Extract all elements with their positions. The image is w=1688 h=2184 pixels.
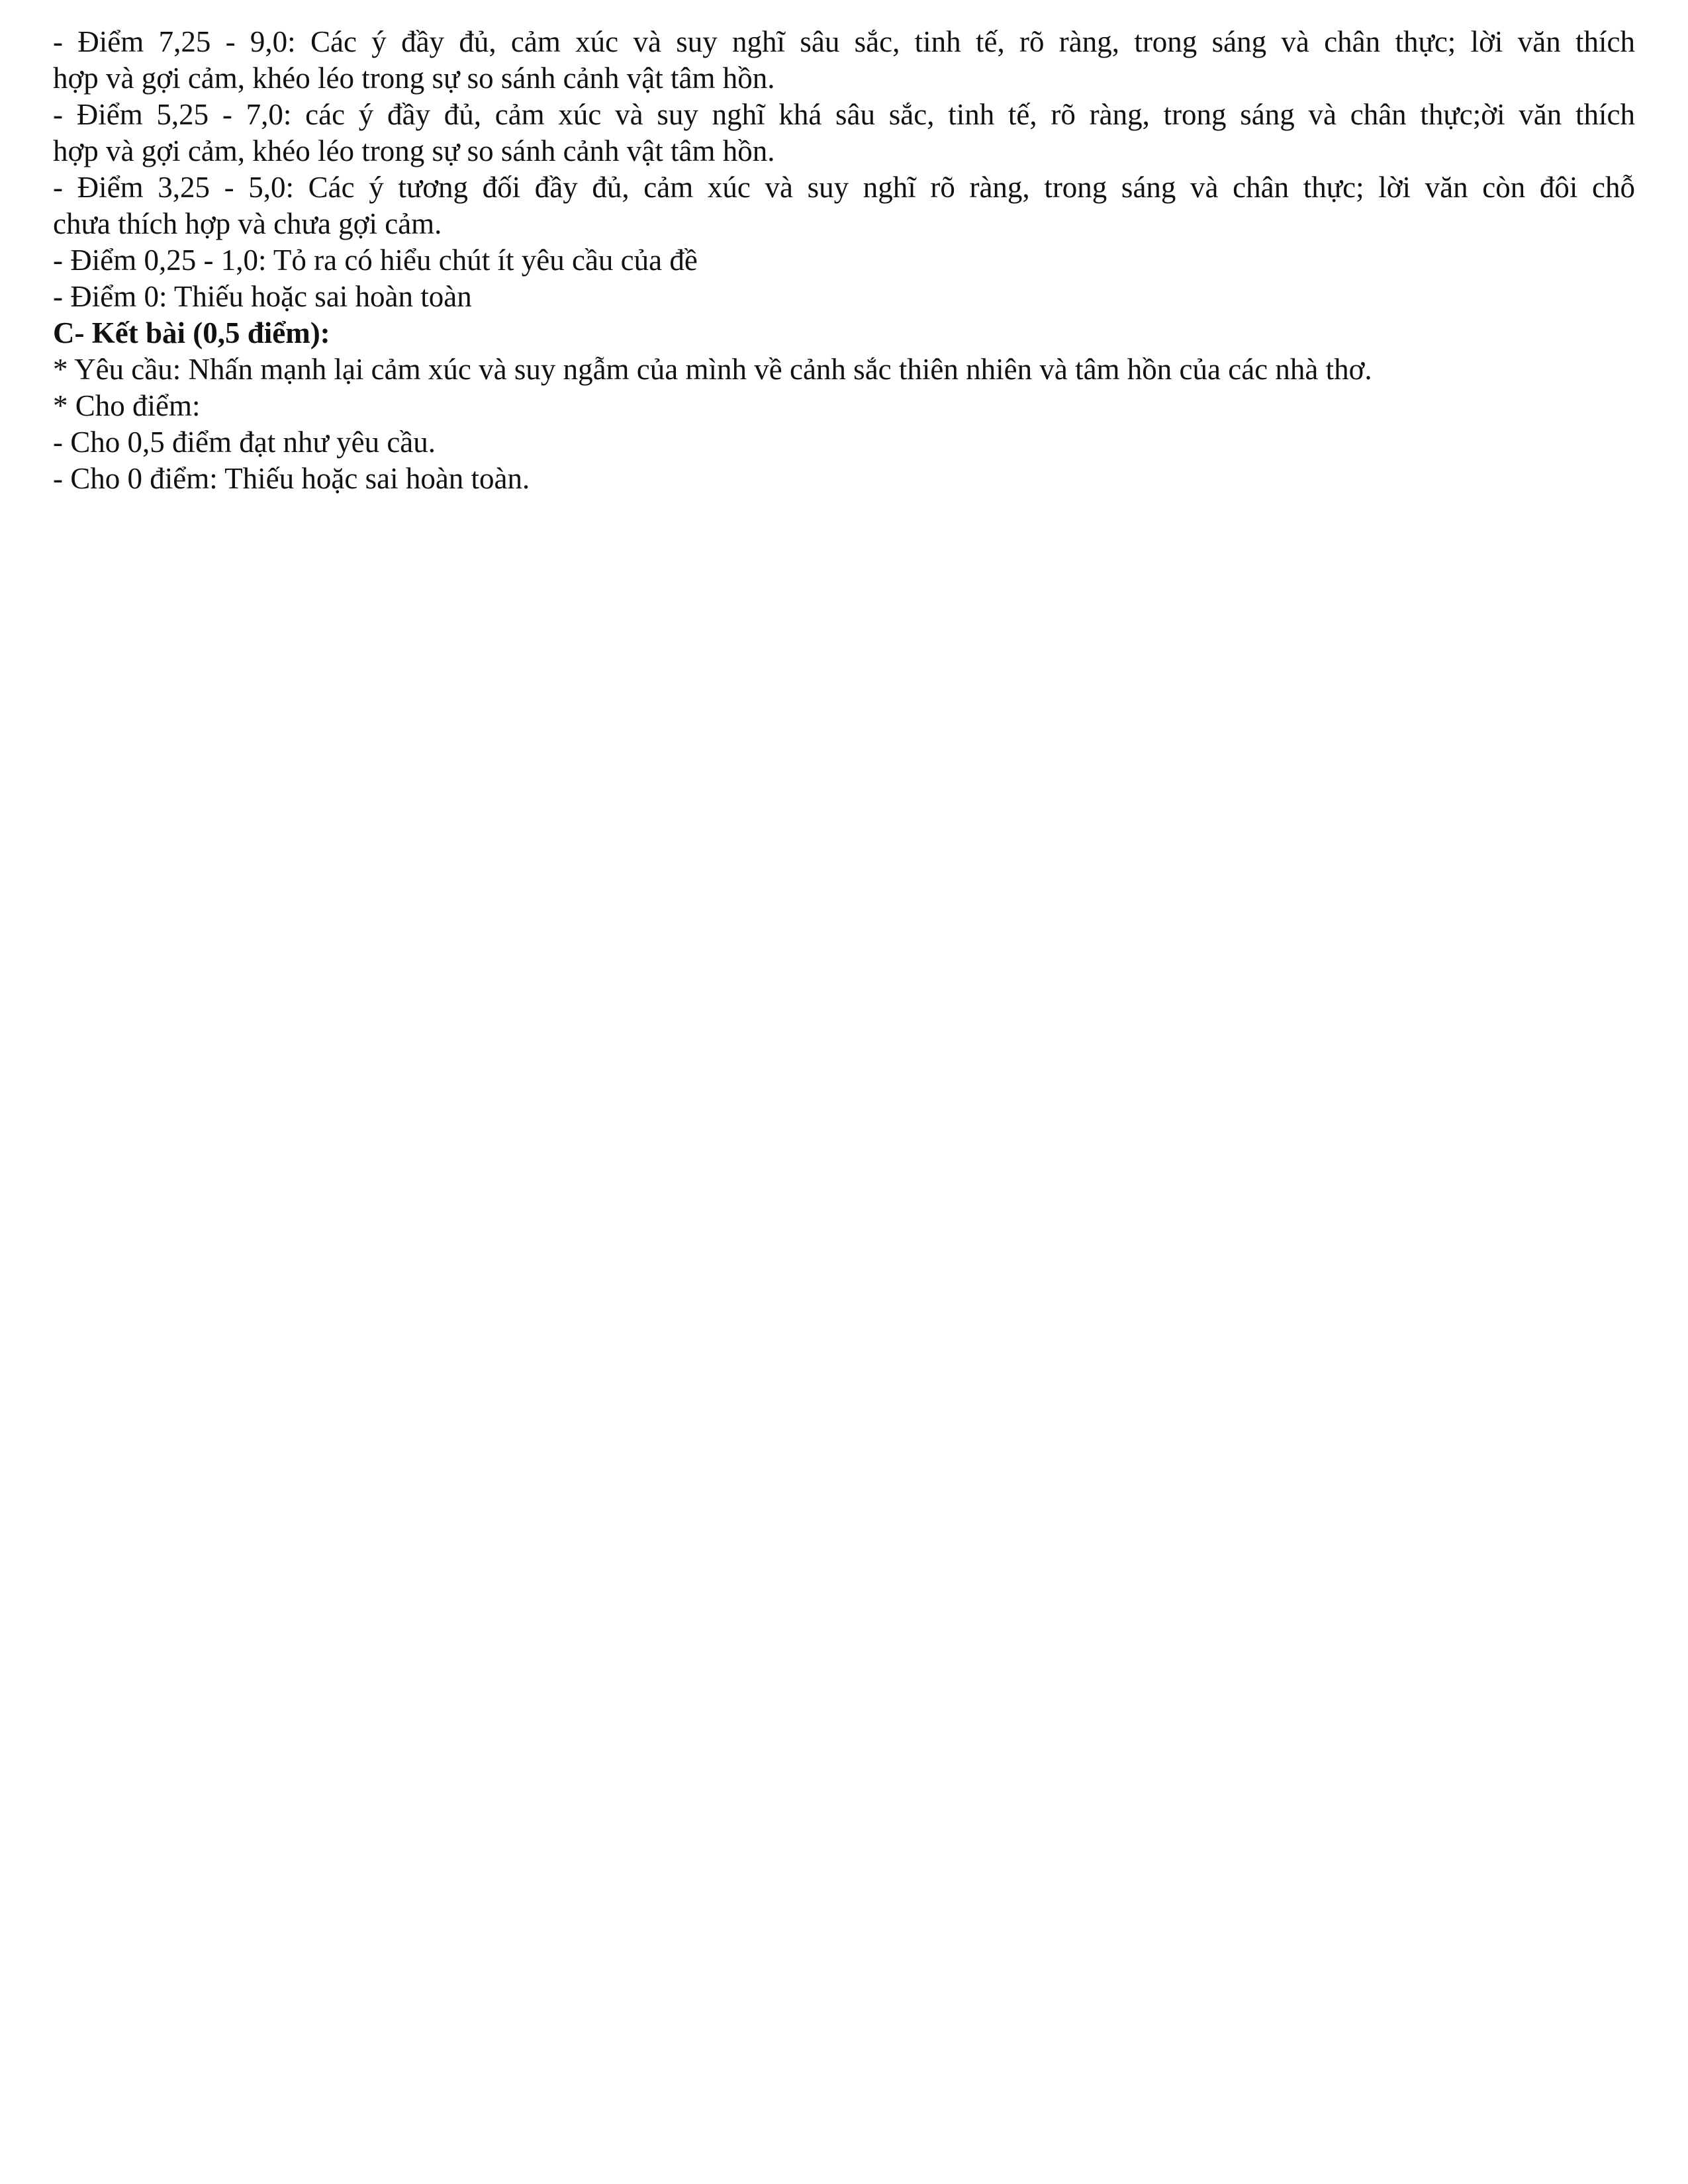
conclusion-heading: C- Kết bài (0,5 điểm): (53, 316, 330, 349)
score-level-upper-mid (53, 97, 1635, 169)
document-page (53, 24, 1635, 497)
score-level-high (53, 24, 1635, 97)
score-level-mid-line-2: chưa thích hợp và chưa gợi cảm. (53, 207, 442, 240)
score-level-zero: - Điểm 0: Thiếu hoặc sai hoàn toàn (53, 280, 472, 313)
conclusion-requirement: * Yêu cầu: Nhấn mạnh lại cảm xúc và suy ngẫm của mình về cảnh sắc thiên nhiên và tâm hồn của các nhà thơ. (53, 353, 1372, 386)
conclusion-scoring-label: * Cho điểm: (53, 389, 201, 422)
score-level-low: - Điểm 0,25 - 1,0: Tỏ ra có hiểu chút ít yêu cầu của đề (53, 244, 698, 277)
conclusion-score-none: - Cho 0 điểm: Thiếu hoặc sai hoàn toàn. (53, 462, 530, 495)
score-level-high-line-2: hợp và gợi cảm, khéo léo trong sự so sánh cảnh vật tâm hồn. (53, 62, 775, 95)
score-level-high-line-1: - Điểm 7,25 - 9,0: Các ý đầy đủ, cảm xúc và suy nghĩ sâu sắc, tinh tế, rõ ràng, trong sáng và chân thực; lời văn thích (53, 25, 1635, 58)
score-level-upper-mid-line-2: hợp và gợi cảm, khéo léo trong sự so sánh cảnh vật tâm hồn. (53, 134, 775, 167)
score-level-mid-line-1: - Điểm 3,25 - 5,0: Các ý tương đối đầy đủ, cảm xúc và suy nghĩ rõ ràng, trong sáng và chân thực; lời văn còn đôi chỗ (53, 171, 1635, 204)
score-level-mid (53, 169, 1635, 242)
score-level-upper-mid-line-1: - Điểm 5,25 - 7,0: các ý đầy đủ, cảm xúc và suy nghĩ khá sâu sắc, tinh tế, rõ ràng, trong sáng và chân thực;ời văn thích (53, 98, 1635, 131)
conclusion-score-full: - Cho 0,5 điểm đạt như yêu cầu. (53, 426, 436, 459)
